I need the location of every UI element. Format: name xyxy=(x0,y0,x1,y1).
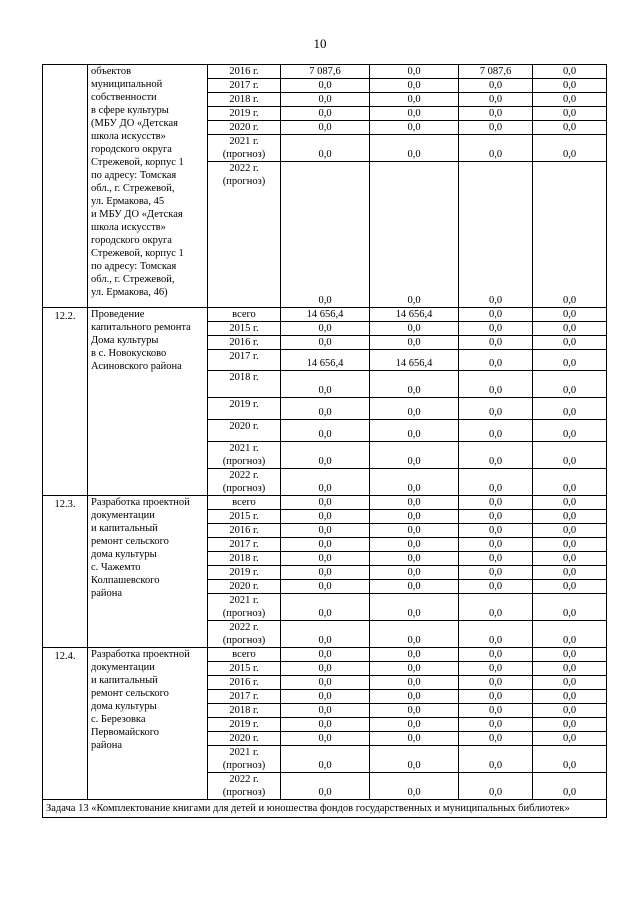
value-cell: 0,0 xyxy=(459,93,533,107)
year-cell: 2019 г. xyxy=(208,566,281,580)
table-row xyxy=(43,648,607,662)
value-cell: 0,0 xyxy=(281,773,370,800)
item-description: Проведение капитального ремонта Дома культуры в с. Новокусково Асиновского района xyxy=(88,308,208,496)
value-cell: 0,0 xyxy=(281,496,370,510)
year-cell: 2020 г. xyxy=(208,732,281,746)
value-cell: 0,0 xyxy=(281,594,370,621)
value-cell: 0,0 xyxy=(281,135,370,162)
value-cell: 0,0 xyxy=(459,322,533,336)
table-row xyxy=(43,65,607,79)
value-cell: 0,0 xyxy=(459,121,533,135)
year-cell: 2016 г. xyxy=(208,65,281,79)
value-cell: 0,0 xyxy=(533,676,607,690)
value-cell: 0,0 xyxy=(533,79,607,93)
value-cell: 0,0 xyxy=(281,162,370,308)
value-cell: 0,0 xyxy=(281,732,370,746)
value-cell: 0,0 xyxy=(459,566,533,580)
value-cell: 0,0 xyxy=(533,135,607,162)
item-description: объектов муниципальной собственности в сфере культуры (МБУ ДО «Детская школа искусств» городского округа Стрежевой, корпус 1 по адресу: Томская обл., г. Стрежевой, ул. Ермакова, 45 и МБУ ДО «Детская школа искусств» городского округа Стрежевой, корпус 1 по адресу: Томская обл., г. Стрежевой, ул. Ермакова, 46) xyxy=(88,65,208,308)
value-cell: 0,0 xyxy=(459,308,533,322)
value-cell: 0,0 xyxy=(370,746,459,773)
value-cell: 0,0 xyxy=(533,690,607,704)
value-cell: 0,0 xyxy=(533,107,607,121)
value-cell: 0,0 xyxy=(533,746,607,773)
item-number: 12.3. xyxy=(43,496,88,648)
year-cell: 2017 г. xyxy=(208,538,281,552)
value-cell: 0,0 xyxy=(370,510,459,524)
value-cell: 0,0 xyxy=(370,704,459,718)
value-cell: 0,0 xyxy=(533,552,607,566)
value-cell: 0,0 xyxy=(370,336,459,350)
value-cell: 0,0 xyxy=(370,135,459,162)
value-cell: 0,0 xyxy=(370,594,459,621)
value-cell: 0,0 xyxy=(370,121,459,135)
value-cell: 0,0 xyxy=(281,552,370,566)
value-cell: 0,0 xyxy=(533,566,607,580)
item-number xyxy=(43,65,88,308)
value-cell: 0,0 xyxy=(459,371,533,398)
item-number: 12.2. xyxy=(43,308,88,496)
value-cell: 0,0 xyxy=(533,162,607,308)
value-cell: 0,0 xyxy=(459,496,533,510)
value-cell: 0,0 xyxy=(459,469,533,496)
value-cell: 0,0 xyxy=(370,93,459,107)
value-cell: 0,0 xyxy=(370,162,459,308)
value-cell: 0,0 xyxy=(533,773,607,800)
value-cell: 0,0 xyxy=(281,662,370,676)
value-cell: 0,0 xyxy=(459,420,533,442)
year-cell: 2021 г. (прогноз) xyxy=(208,594,281,621)
value-cell: 0,0 xyxy=(533,594,607,621)
value-cell: 0,0 xyxy=(533,524,607,538)
year-cell: всего xyxy=(208,648,281,662)
value-cell: 0,0 xyxy=(533,621,607,648)
value-cell: 0,0 xyxy=(533,93,607,107)
item-description: Разработка проектной документации и капитальный ремонт сельского дома культуры с. Березовка Первомайского района xyxy=(88,648,208,800)
year-cell: 2021 г. (прогноз) xyxy=(208,442,281,469)
item-description: Разработка проектной документации и капитальный ремонт сельского дома культуры с. Чажемто Колпашевского района xyxy=(88,496,208,648)
year-cell: 2018 г. xyxy=(208,704,281,718)
value-cell: 0,0 xyxy=(459,648,533,662)
funding-table xyxy=(42,64,607,818)
value-cell: 14 656,4 xyxy=(281,350,370,371)
value-cell: 0,0 xyxy=(533,308,607,322)
value-cell: 0,0 xyxy=(459,135,533,162)
value-cell: 0,0 xyxy=(281,718,370,732)
value-cell: 0,0 xyxy=(459,718,533,732)
value-cell: 0,0 xyxy=(533,121,607,135)
value-cell: 0,0 xyxy=(533,704,607,718)
value-cell: 0,0 xyxy=(459,79,533,93)
value-cell: 0,0 xyxy=(370,690,459,704)
value-cell: 0,0 xyxy=(370,442,459,469)
value-cell: 0,0 xyxy=(281,676,370,690)
year-cell: 2016 г. xyxy=(208,336,281,350)
value-cell: 7 087,6 xyxy=(281,65,370,79)
year-cell: 2022 г. (прогноз) xyxy=(208,621,281,648)
value-cell: 0,0 xyxy=(533,442,607,469)
value-cell: 0,0 xyxy=(533,398,607,420)
year-cell: 2020 г. xyxy=(208,121,281,135)
value-cell: 0,0 xyxy=(533,322,607,336)
value-cell: 0,0 xyxy=(281,322,370,336)
value-cell: 0,0 xyxy=(533,420,607,442)
year-cell: 2020 г. xyxy=(208,420,281,442)
year-cell: 2017 г. xyxy=(208,79,281,93)
value-cell: 0,0 xyxy=(459,732,533,746)
value-cell: 0,0 xyxy=(459,398,533,420)
value-cell: 0,0 xyxy=(370,732,459,746)
value-cell: 0,0 xyxy=(370,773,459,800)
year-cell: всего xyxy=(208,496,281,510)
value-cell: 0,0 xyxy=(533,496,607,510)
value-cell: 0,0 xyxy=(370,552,459,566)
year-cell: 2019 г. xyxy=(208,398,281,420)
value-cell: 0,0 xyxy=(459,336,533,350)
value-cell: 0,0 xyxy=(459,350,533,371)
value-cell: 0,0 xyxy=(281,469,370,496)
value-cell: 0,0 xyxy=(370,469,459,496)
value-cell: 0,0 xyxy=(533,469,607,496)
year-cell: 2022 г. (прогноз) xyxy=(208,162,281,308)
value-cell: 0,0 xyxy=(370,648,459,662)
value-cell: 0,0 xyxy=(281,648,370,662)
page-number: 10 xyxy=(313,36,327,51)
year-cell: 2019 г. xyxy=(208,107,281,121)
task-heading: Задача 13 «Комплектование книгами для детей и юношества фондов государственных и муниципальных библиотек» xyxy=(43,800,607,818)
year-cell: 2017 г. xyxy=(208,350,281,371)
value-cell: 0,0 xyxy=(459,746,533,773)
value-cell: 0,0 xyxy=(370,566,459,580)
year-cell: 2021 г. (прогноз) xyxy=(208,746,281,773)
item-number: 12.4. xyxy=(43,648,88,800)
value-cell: 0,0 xyxy=(281,524,370,538)
value-cell: 0,0 xyxy=(459,773,533,800)
value-cell: 0,0 xyxy=(370,580,459,594)
value-cell: 0,0 xyxy=(533,648,607,662)
year-cell: 2022 г. (прогноз) xyxy=(208,773,281,800)
value-cell: 0,0 xyxy=(459,662,533,676)
value-cell: 0,0 xyxy=(459,676,533,690)
value-cell: 0,0 xyxy=(533,662,607,676)
value-cell: 0,0 xyxy=(533,510,607,524)
value-cell: 0,0 xyxy=(370,496,459,510)
value-cell: 0,0 xyxy=(370,322,459,336)
year-cell: 2016 г. xyxy=(208,524,281,538)
value-cell: 0,0 xyxy=(281,580,370,594)
year-cell: 2015 г. xyxy=(208,510,281,524)
year-cell: 2020 г. xyxy=(208,580,281,594)
value-cell: 0,0 xyxy=(281,704,370,718)
value-cell: 0,0 xyxy=(281,79,370,93)
value-cell: 0,0 xyxy=(370,398,459,420)
year-cell: 2016 г. xyxy=(208,676,281,690)
year-cell: 2018 г. xyxy=(208,552,281,566)
value-cell: 0,0 xyxy=(459,621,533,648)
value-cell: 0,0 xyxy=(533,336,607,350)
value-cell: 0,0 xyxy=(533,732,607,746)
task-row xyxy=(43,800,607,818)
value-cell: 0,0 xyxy=(459,162,533,308)
value-cell: 0,0 xyxy=(281,121,370,135)
value-cell: 0,0 xyxy=(459,538,533,552)
value-cell: 0,0 xyxy=(459,107,533,121)
value-cell: 0,0 xyxy=(370,65,459,79)
value-cell: 0,0 xyxy=(459,442,533,469)
value-cell: 0,0 xyxy=(533,371,607,398)
value-cell: 0,0 xyxy=(370,107,459,121)
value-cell: 0,0 xyxy=(281,442,370,469)
value-cell: 0,0 xyxy=(370,718,459,732)
value-cell: 0,0 xyxy=(370,79,459,93)
value-cell: 0,0 xyxy=(281,93,370,107)
value-cell: 0,0 xyxy=(281,746,370,773)
table-body xyxy=(43,65,607,818)
year-cell: всего xyxy=(208,308,281,322)
value-cell: 0,0 xyxy=(281,336,370,350)
value-cell: 0,0 xyxy=(281,107,370,121)
year-cell: 2021 г. (прогноз) xyxy=(208,135,281,162)
value-cell: 0,0 xyxy=(281,566,370,580)
value-cell: 0,0 xyxy=(281,538,370,552)
value-cell: 0,0 xyxy=(459,524,533,538)
value-cell: 0,0 xyxy=(281,398,370,420)
year-cell: 2019 г. xyxy=(208,718,281,732)
value-cell: 0,0 xyxy=(533,580,607,594)
value-cell: 0,0 xyxy=(370,538,459,552)
year-cell: 2022 г. (прогноз) xyxy=(208,469,281,496)
value-cell: 14 656,4 xyxy=(370,350,459,371)
value-cell: 0,0 xyxy=(459,690,533,704)
value-cell: 0,0 xyxy=(533,538,607,552)
value-cell: 0,0 xyxy=(459,552,533,566)
value-cell: 14 656,4 xyxy=(281,308,370,322)
year-cell: 2015 г. xyxy=(208,662,281,676)
year-cell: 2018 г. xyxy=(208,371,281,398)
value-cell: 0,0 xyxy=(459,580,533,594)
value-cell: 0,0 xyxy=(459,594,533,621)
value-cell: 0,0 xyxy=(370,662,459,676)
value-cell: 0,0 xyxy=(459,510,533,524)
table-row xyxy=(43,496,607,510)
value-cell: 0,0 xyxy=(370,676,459,690)
value-cell: 14 656,4 xyxy=(370,308,459,322)
value-cell: 0,0 xyxy=(370,524,459,538)
value-cell: 0,0 xyxy=(370,371,459,398)
value-cell: 0,0 xyxy=(370,420,459,442)
value-cell: 0,0 xyxy=(459,704,533,718)
value-cell: 7 087,6 xyxy=(459,65,533,79)
value-cell: 0,0 xyxy=(533,65,607,79)
value-cell: 0,0 xyxy=(281,510,370,524)
value-cell: 0,0 xyxy=(281,420,370,442)
year-cell: 2017 г. xyxy=(208,690,281,704)
year-cell: 2018 г. xyxy=(208,93,281,107)
value-cell: 0,0 xyxy=(370,621,459,648)
value-cell: 0,0 xyxy=(281,621,370,648)
value-cell: 0,0 xyxy=(281,371,370,398)
value-cell: 0,0 xyxy=(533,718,607,732)
table-row xyxy=(43,308,607,322)
value-cell: 0,0 xyxy=(533,350,607,371)
year-cell: 2015 г. xyxy=(208,322,281,336)
value-cell: 0,0 xyxy=(281,690,370,704)
